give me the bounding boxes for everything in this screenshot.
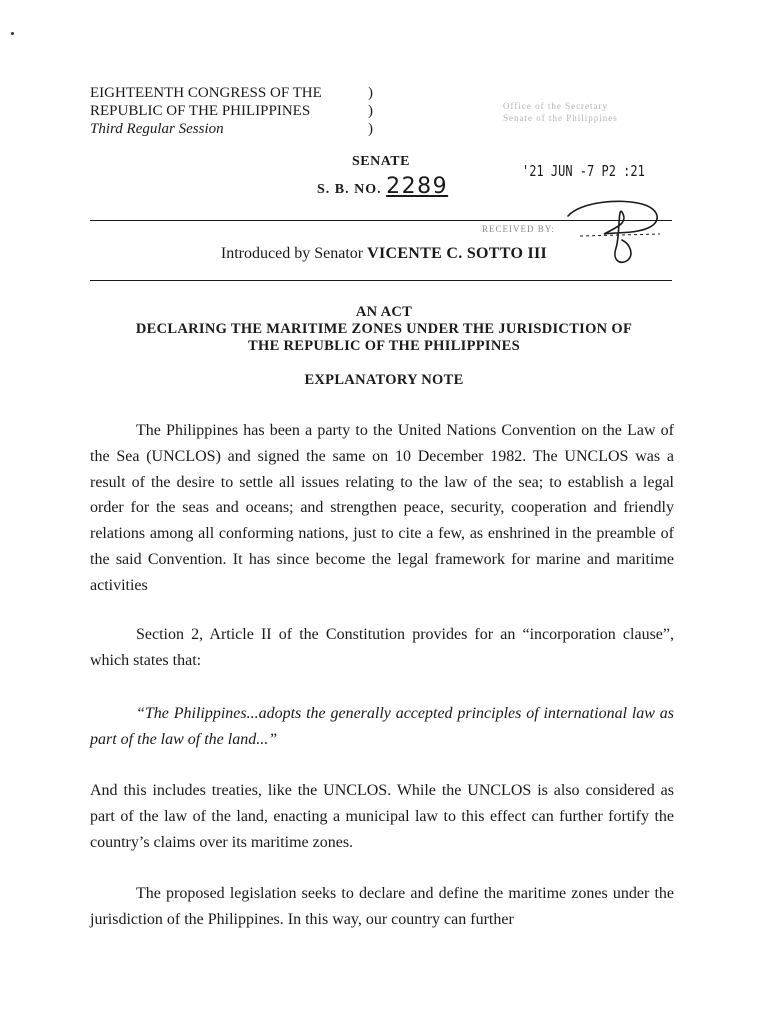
header-parentheses (368, 84, 373, 138)
paragraph-3-text: And this includes treaties, like the UNCLOS. While the UNCLOS is also considered as part of the law of the land, enacting a municipal law to this effect can further fortify the country’s claims over its maritime zones. (90, 782, 674, 851)
paren-2: ) (368, 103, 373, 119)
received-by-stamp: RECEIVED BY: (482, 224, 555, 234)
date-time-stamp: '21 JUN -7 P2 :21 (522, 162, 645, 180)
paragraph-1 (90, 418, 674, 599)
scan-speck (11, 32, 14, 35)
constitution-quote-text: “The Philippines...adopts the generally accepted principles of international law as part of the law of the land...” (90, 705, 674, 748)
act-title-line-1: AN ACT (355, 304, 413, 320)
session-line: Third Regular Session (90, 121, 224, 137)
constitution-quote (90, 701, 674, 753)
paren-1: ) (368, 85, 373, 101)
faded-stamp-line-1: Office of the Secretary (503, 101, 609, 111)
act-title (60, 304, 708, 355)
senate-label: SENATE (352, 154, 410, 169)
paren-3: ) (368, 121, 373, 137)
paragraph-4-text: The proposed legislation seeks to declare and define the maritime zones under the jurisdiction of the Philippines. In this way, our country can further (90, 885, 674, 928)
senator-name: VICENTE C. SOTTO III (367, 245, 548, 262)
congress-line-2: REPUBLIC OF THE PHILIPPINES (90, 103, 311, 119)
bill-number-prefix: S. B. NO. (317, 182, 382, 197)
congress-line-1: EIGHTEENTH CONGRESS OF THE (90, 85, 322, 101)
introduced-by-line (0, 245, 768, 263)
act-title-line-2: DECLARING THE MARITIME ZONES UNDER THE JURISDICTION OF (135, 321, 633, 337)
introduced-by-prefix: Introduced by Senator (220, 245, 368, 262)
act-title-line-3: THE REPUBLIC OF THE PHILIPPINES (248, 338, 520, 354)
bill-number (317, 174, 448, 199)
bill-number-value: 2289 (386, 174, 449, 199)
paragraph-1-text: The Philippines has been a party to the United Nations Convention on the Law of the Sea (UNCLOS) and signed the same on 10 December 1982. The UNCLOS was a result of the desire to settle all issues relating to the law of the sea; to establish a legal order for the seas and oceans; and strengthen peace, security, cooperation and friendly relations among all conforming nations, just to cite a few, as enshrined in the preamble of the said Convention. It has since become the legal framework for marine and maritime activities (90, 422, 674, 594)
paragraph-4 (90, 881, 674, 933)
congress-header (90, 84, 322, 138)
paragraph-3 (90, 778, 674, 855)
header-rule-bottom (90, 280, 672, 281)
faded-stamp-line-2: Senate of the Philippines (503, 113, 618, 123)
faded-office-stamp (503, 100, 663, 124)
paragraph-2 (90, 622, 674, 674)
paragraph-2-text: Section 2, Article II of the Constitution provides for an “incorporation clause”, which states that: (90, 626, 674, 669)
explanatory-note-heading: EXPLANATORY NOTE (304, 372, 464, 388)
